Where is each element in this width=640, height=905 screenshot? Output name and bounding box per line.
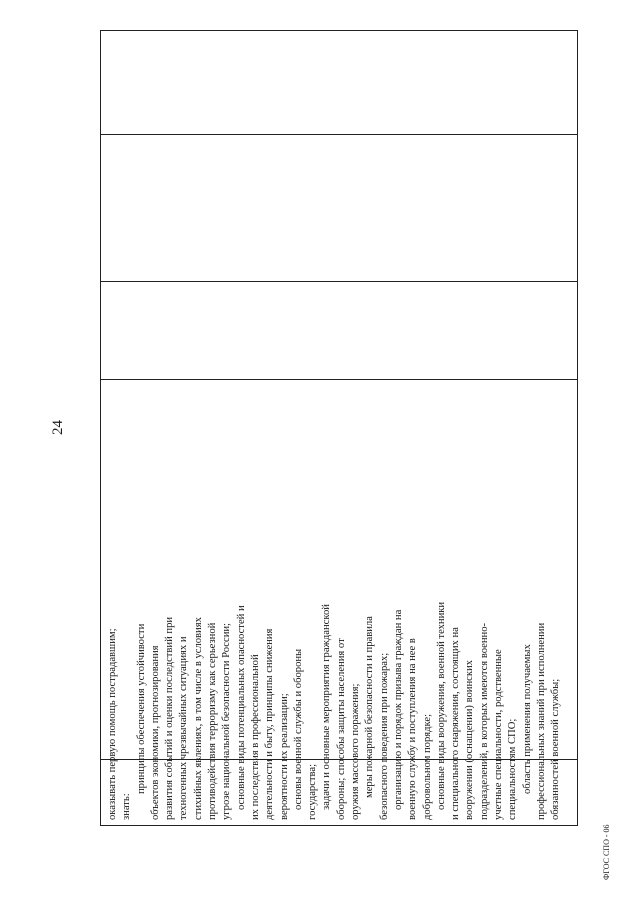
text-line: задачи и основные мероприятия гражданской [321,604,333,810]
table-divider-2 [101,281,577,282]
table-divider-3 [101,379,577,380]
text-line: вооружении (оснащении) воинских [464,660,476,820]
text-line: их последствия в профессиональной [249,654,261,820]
text-line: добровольном порядке; [421,713,433,820]
text-line: безопасного поведения при пожарах; [378,652,390,820]
text-line: подразделений, в которых имеются военно- [478,622,490,820]
text-line: деятельности и быту, принципы снижения [264,628,276,820]
text-line: развития событий и оценки последствий при [164,616,176,820]
text-line: область применения получаемых [521,644,533,794]
text-line: основные виды вооружения, военной техники [435,601,447,810]
footer-code: ФГОС СПО - 06 [602,824,611,880]
text-line: основные виды потенциальных опасностей и [235,605,247,810]
text-line: противодействия терроризму как серьезной [207,622,219,820]
text-line: оружия массового поражения; [350,683,362,820]
text-line: стихийных явлениях, в том числе в условиях [192,617,204,820]
text-line: обороны; способы защиты населения от [335,638,347,820]
text-line: профессиональных знаний при исполнении [535,622,547,820]
text-line: организацию и порядок призыва граждан на [392,609,404,810]
page-number: 24 [50,420,66,435]
text-line: государства; [307,763,319,820]
text-line: принципы обеспечения устойчивости [135,623,147,794]
table-divider-1 [101,134,577,135]
text-line: и специального снаряжения, состоящих на [450,627,462,820]
text-line: обязанностей военной службы; [550,678,562,820]
text-line: объектов экономики, прогнозирования [149,645,161,820]
text-line: угрозе национальной безопасности России; [221,623,233,820]
text-line: учетные специальности, родственные [493,649,505,820]
text-line: техногенных чрезвычайных ситуациях и [178,636,190,820]
text-line: военную службу и поступления на нее в [407,638,419,820]
text-line: меры пожарной безопасности и правила [364,616,376,798]
text-line: вероятности их реализации; [278,693,290,820]
text-line: знать: [121,793,133,820]
text-line: основы военной службы и обороны [292,648,304,810]
text-line: специальностям СПО; [507,718,519,820]
competency-text-cell [100,482,578,826]
text-line: оказывать первую помощь пострадавшим; [107,628,118,820]
